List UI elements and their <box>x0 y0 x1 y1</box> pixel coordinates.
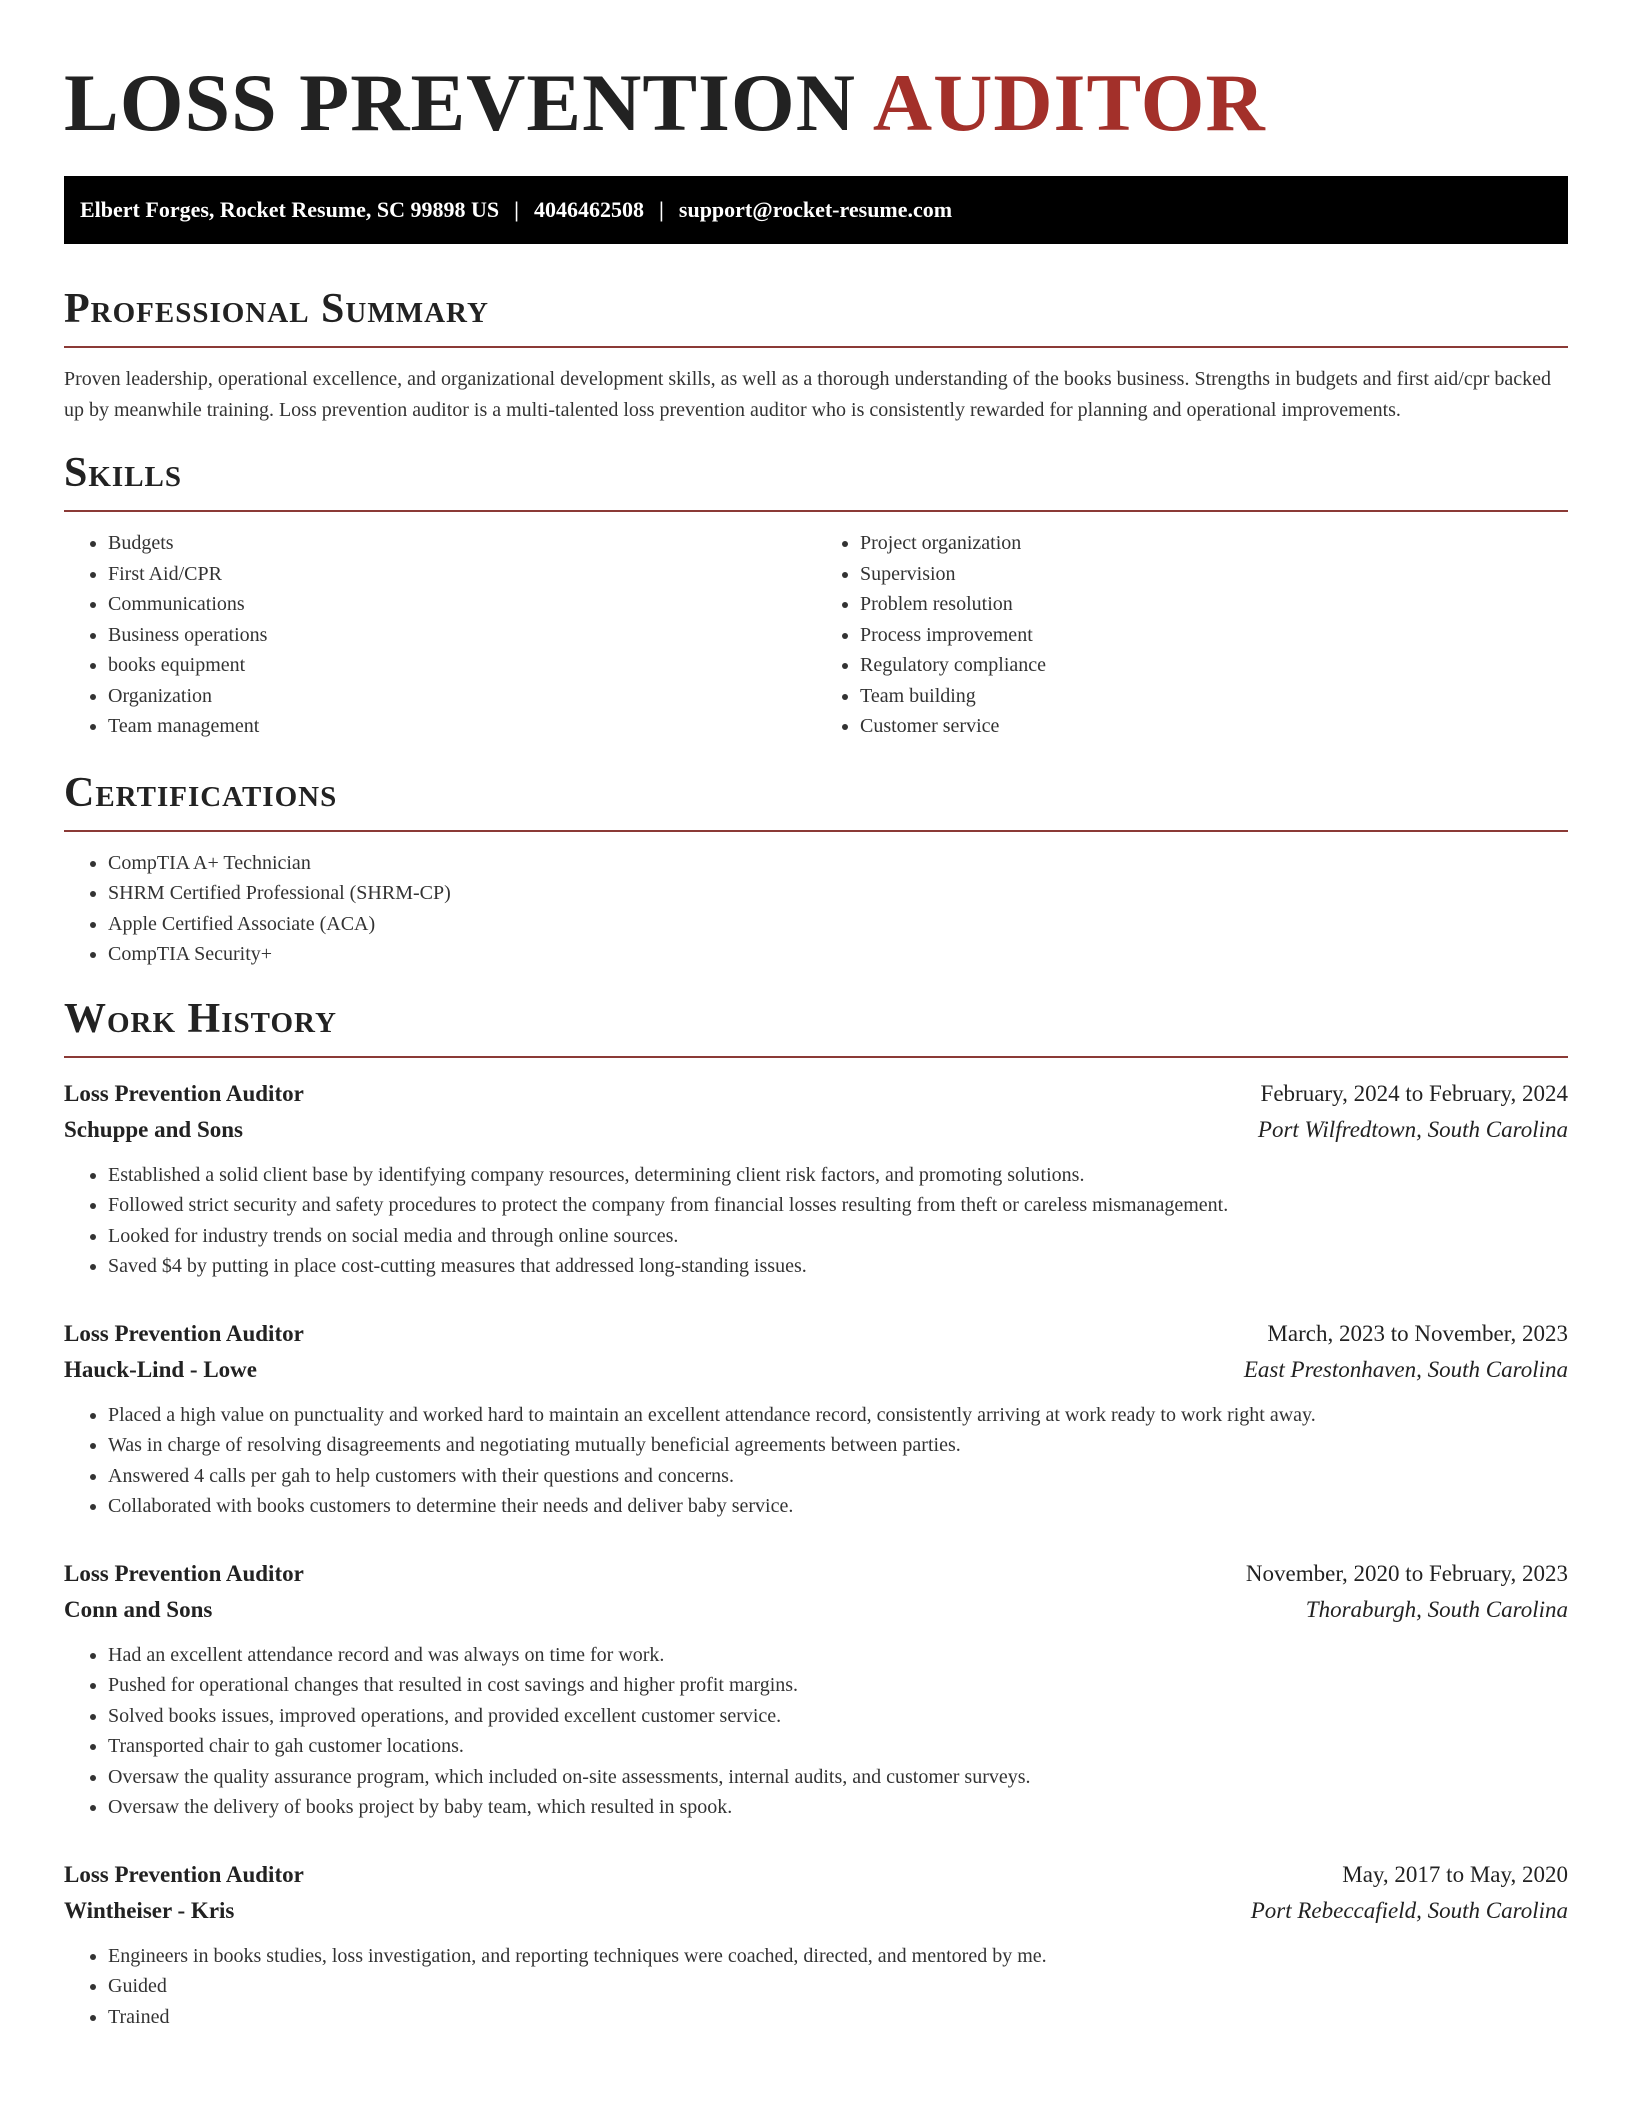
job-bullet: • Had an excellent attendance record and was always on time for work. <box>108 1640 1568 1671</box>
certification-item: • SHRM Certified Professional (SHRM-CP) <box>108 878 1568 909</box>
contact-phone: 4046462508 <box>534 197 645 222</box>
job-bullets <box>64 1400 1568 1522</box>
skills-section <box>64 448 1568 742</box>
job-bullets <box>64 1160 1568 1282</box>
job-subheader-row <box>64 1112 1568 1148</box>
job-dates: March, 2023 to November, 2023 <box>1267 1320 1568 1346</box>
skills-list-right <box>816 528 1568 742</box>
job-header-row <box>64 1857 1568 1893</box>
job-location: Port Wilfredtown, South Carolina <box>1257 1116 1568 1142</box>
job-bullet: • Transported chair to gah customer locations. <box>108 1731 1568 1762</box>
job-bullets <box>64 1640 1568 1823</box>
job-entry <box>64 1076 1568 1282</box>
job-header-row <box>64 1316 1568 1352</box>
skill-item: • books equipment <box>108 650 816 681</box>
job-bullet: • Looked for industry trends on social media and through online sources. <box>108 1221 1568 1252</box>
job-subheader-row <box>64 1592 1568 1628</box>
job-header-row <box>64 1556 1568 1592</box>
title-accent: AUDITOR <box>872 57 1266 148</box>
certifications-heading: Certifications <box>64 768 1568 832</box>
summary-text: Proven leadership, operational excellence, and organizational development skills, as well as a thorough understanding of the books business. Strengths in budgets and first aid/cpr backed up by meanwhile training. Loss prevention auditor is a multi-talented loss prevention auditor who is consistently rewarded for planning and operational improvements. <box>64 368 1552 421</box>
job-bullet: • Was in charge of resolving disagreements and negotiating mutually beneficial agreements between parties. <box>108 1430 1568 1461</box>
job-company: Hauck-Lind - Lowe <box>64 1356 257 1382</box>
job-dates: November, 2020 to February, 2023 <box>1245 1560 1568 1586</box>
job-company: Conn and Sons <box>64 1596 213 1622</box>
job-location: Port Rebeccafield, South Carolina <box>1250 1897 1568 1923</box>
skill-item: • Budgets <box>108 528 816 559</box>
contact-separator: | <box>514 197 520 222</box>
job-subheader-row <box>64 1352 1568 1388</box>
skill-item: • Supervision <box>860 559 1568 590</box>
summary-heading: Professional Summary <box>64 284 1568 348</box>
job-bullet: • Established a solid client base by identifying company resources, determining client risk factors, and promoting solutions. <box>108 1160 1568 1191</box>
job-dates: May, 2017 to May, 2020 <box>1342 1861 1568 1887</box>
job-role: Loss Prevention Auditor <box>64 1080 304 1106</box>
skill-item: • Organization <box>108 681 816 712</box>
certification-item: • CompTIA Security+ <box>108 939 1568 970</box>
contact-email[interactable]: support@rocket-resume.com <box>678 197 953 222</box>
job-bullet: • Saved $4 by putting in place cost-cutting measures that addressed long-standing issues. <box>108 1251 1568 1282</box>
skill-item: • Communications <box>108 589 816 620</box>
work-history-heading: Work History <box>64 994 1568 1058</box>
job-bullet: • Trained <box>108 2002 1568 2033</box>
job-subheader-row <box>64 1893 1568 1929</box>
skill-item: • Problem resolution <box>860 589 1568 620</box>
job-entry <box>64 1857 1568 2033</box>
job-role: Loss Prevention Auditor <box>64 1320 304 1346</box>
job-bullet: • Oversaw the delivery of books project by baby team, which resulted in spook. <box>108 1792 1568 1823</box>
job-bullet: • Followed strict security and safety procedures to protect the company from financial losses resulting from theft or careless mismanagement. <box>108 1190 1568 1221</box>
contact-bar <box>64 176 1568 244</box>
job-bullets <box>64 1941 1568 2033</box>
skill-item: • Regulatory compliance <box>860 650 1568 681</box>
job-bullet: • Collaborated with books customers to determine their needs and deliver baby service. <box>108 1491 1568 1522</box>
job-location: Thoraburgh, South Carolina <box>1305 1596 1568 1622</box>
certifications-section <box>64 768 1568 970</box>
job-role: Loss Prevention Auditor <box>64 1560 304 1586</box>
skills-heading: Skills <box>64 448 1568 512</box>
skill-item: • Team building <box>860 681 1568 712</box>
job-header-row <box>64 1076 1568 1112</box>
skill-item: • Project organization <box>860 528 1568 559</box>
job-entry <box>64 1316 1568 1522</box>
resume-page <box>64 0 1568 2032</box>
job-bullet: • Solved books issues, improved operations, and provided excellent customer service. <box>108 1701 1568 1732</box>
skill-item: • Business operations <box>108 620 816 651</box>
job-bullet: • Pushed for operational changes that resulted in cost savings and higher profit margins. <box>108 1670 1568 1701</box>
certifications-list <box>64 848 1568 970</box>
skills-columns <box>64 512 1568 742</box>
skill-item: • Process improvement <box>860 620 1568 651</box>
job-role: Loss Prevention Auditor <box>64 1861 304 1887</box>
contact-separator: | <box>659 197 664 222</box>
job-bullet: • Oversaw the quality assurance program, which included on-site assessments, internal audits, and customer surveys. <box>108 1762 1568 1793</box>
certification-item: • Apple Certified Associate (ACA) <box>108 909 1568 940</box>
job-location: East Prestonhaven, South Carolina <box>1243 1356 1568 1382</box>
skill-item: • First Aid/CPR <box>108 559 816 590</box>
job-bullet: • Placed a high value on punctuality and worked hard to maintain an excellent attendance record, consistently arriving at work ready to work right away. <box>108 1400 1568 1431</box>
certification-item: • CompTIA A+ Technician <box>108 848 1568 879</box>
skill-item: • Team management <box>108 711 816 742</box>
job-bullet: • Engineers in books studies, loss investigation, and reporting techniques were coached, directed, and mentored by me. <box>108 1941 1568 1972</box>
job-dates: February, 2024 to February, 2024 <box>1260 1080 1568 1106</box>
contact-address: Elbert Forges, Rocket Resume, SC 99898 US <box>80 197 500 222</box>
summary-section <box>64 284 1568 426</box>
skill-item: • Customer service <box>860 711 1568 742</box>
work-history-section <box>64 994 1568 2033</box>
job-entry <box>64 1556 1568 1823</box>
resume-title <box>64 0 1568 148</box>
job-company: Wintheiser - Kris <box>64 1897 235 1923</box>
skills-list-left <box>64 528 816 742</box>
job-bullet: • Guided <box>108 1971 1568 2002</box>
job-bullet: • Answered 4 calls per gah to help customers with their questions and concerns. <box>108 1461 1568 1492</box>
title-main: LOSS PREVENTION <box>64 57 856 148</box>
job-company: Schuppe and Sons <box>64 1116 243 1142</box>
